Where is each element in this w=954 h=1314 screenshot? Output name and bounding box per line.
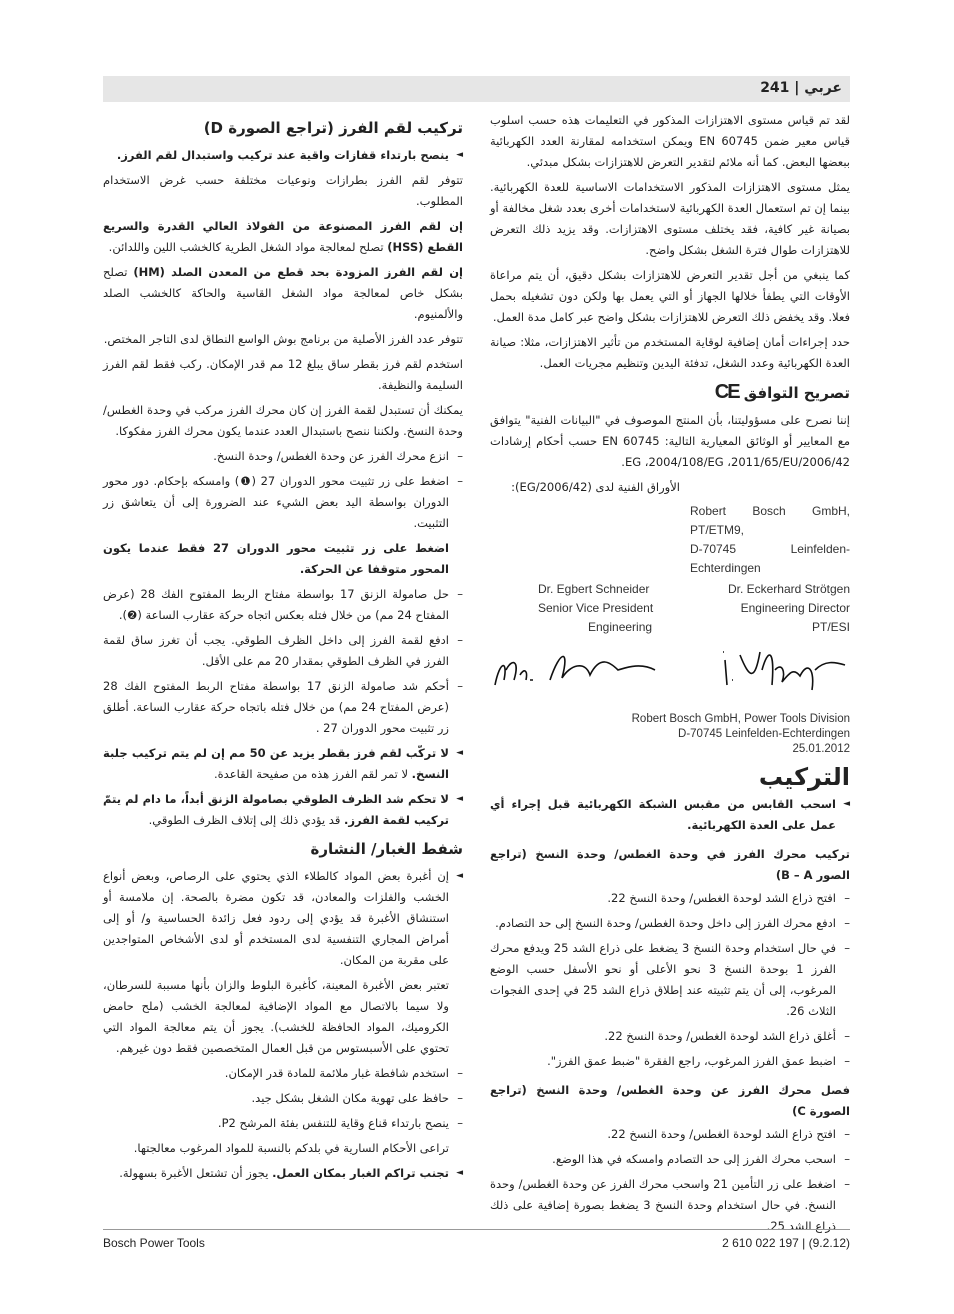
- install-step-2: – ادفع محرك الفرز إلى داخل وحدة الغطس/ وحدة النسخ إلى حد التصادم.: [490, 913, 850, 934]
- hm-text: تصلح بشكل خاص لمعالجة مواد الشغل القاسية والحاكة كالخشب الصلد والألمنيوم.: [103, 265, 463, 321]
- bit-step-2: – اضغط على زر تثبيت محور الدوران 27 (❶) وامسكه بإحكام. دور محور الدوران بواسطة اليد بعض الشيء عند الضرورة إلى أن يتعاشق زر التثبيت.: [103, 471, 463, 534]
- ce-mark-icon: CE: [714, 381, 739, 403]
- dust-warning-1: ◄ إن أغبرة بعض المواد كالطلاء الذي يحتوي على الرصاص، وبعض أنواع الخشب والفلزات والمعادن، قد تكون مضرة بالصحة. إن ملامسة أو استنشاق الأغبرة قد يؤدي إلى ردود فعل زائدة الحساسية و/ أو إلى أمراض المجاري التنفسية لدى المستخدم أو لدى الأشخاص المتواجدين على مقربة من المكان.: [103, 866, 463, 971]
- conformity-title: تصريح التوافق: [743, 384, 850, 402]
- signature-right-icon: [720, 640, 850, 700]
- conformity-text: إننا نصرح على مسؤوليتنا، بأن المنتج الموصوف في "البيانات الفنية" يتوافق مع المعايير أو الوثائق المعيارية التالية: EN 60745 حسب أحكام إرشادات 2006/42/EG ،2004/108/EG ،2011/65/EU.: [490, 413, 851, 469]
- assembly-warning: ◄ اسحب القابس من مقبس الشبكة الكهربائية قبل إجراء أي عمل على العدة الكهربائية.: [490, 794, 850, 836]
- company-block: [490, 712, 850, 757]
- dust-heading: شفط الغبار/ النشارة: [310, 840, 463, 858]
- sig-right-name: Dr. Eckerhard Strötgen: [727, 582, 850, 596]
- w2-text: قد يؤدي ذلك إلى إتلاف الظرف الطوقي.: [148, 813, 341, 827]
- bit-warning-2: [103, 743, 463, 785]
- bit-p2: تتوفر عدد الفرز الأصلية من برنامج بوش الواسع النطاق لدى التاجر المختص.: [103, 332, 463, 346]
- tech-docs-label: الأوراق الفنية لدى (2006/42/EG):: [511, 480, 680, 494]
- w1-bold: لا تركّب لقم فرز بقطر يزيد عن 50 مم إن لم يتم تركيب جلبة النسخ.: [103, 746, 449, 781]
- sig-left-title2: Engineering: [588, 620, 653, 634]
- footer-rule: [103, 1229, 850, 1230]
- company-line-1: Robert Bosch GmbH, Power Tools Division: [631, 713, 850, 725]
- signatory-names: [490, 580, 850, 640]
- vibration-p1: لقد تم قياس مستوى الاهتزازات المذكور في التعليمات هذه حسب اسلوب قياس معير ضمن EN 60745 ويمكن استخدامه لمقارنة العدد الكهربائية ببعضها البعض. كما أنه ملائم لتقدير التعرض للاهتزازات بشكل مبدئي.: [490, 113, 850, 169]
- assembly-heading: التركيب: [758, 763, 850, 791]
- dust-p3: تراعى الأحكام السارية في بلدكم بالنسبة للمواد المرغوب معالجتها.: [133, 1141, 449, 1155]
- install-heading: تركيب محرك الفرز في وحدة الغطس/ وحدة النسخ (تراجع الصور B – A): [490, 847, 850, 882]
- hss-text: تصلح لمعالجة مواد الشغل الطرية كالخشب اللين واللدائن.: [108, 240, 384, 254]
- bit-p1: تتوفر لقم الفرز بطرازات ونوعيات مختلفة حسب غرض الاستخدام المطلوب.: [103, 173, 463, 208]
- bit-p3: استخدم لقم فرز بقطر ساق يبلغ 12 مم قدر الإمكان. ركب فقط لقم الفرز السليمة والنظيفة.: [103, 357, 463, 392]
- dust-step-3: – ينصح بارتداء قناع وقاية للتنفس بفئة المرشح P2.: [103, 1113, 463, 1134]
- left-column: [103, 110, 463, 1188]
- tech-docs-address: [490, 502, 850, 578]
- detach-step-1: – افتح ذراع الشد لوحدة الغطس/ وحدة النسخ 22.: [490, 1124, 850, 1145]
- detach-step-3: – اضغط على زر التأمين 21 واسحب محرك الفرز عن وحدة الغطس/ وحدة النسخ. في حال استخدام وحدة النسخ 3 يضغط بصورة إضافية على ذلك ذراع الشد 25.: [490, 1174, 850, 1237]
- bit-hss: [103, 216, 463, 258]
- bit-step-2-note: اضغط على زر تثبيت محور الدوران 27 فقط عندما يكون المحور متوقفا عن الحركة.: [103, 541, 449, 576]
- vibration-p3: كما ينبغي من أجل تقدير التعرض للاهتزازات بشكل دقيق، أن يتم مراعاة الأوقات التي يطفأ خلالها الجهاز أو التي يعمل بها ولكن دون تشغيله بحمل فعلا. وقد يخفض ذلك التعرض للاهتزازات بشكل واضح عبر كامل مدة العمل.: [490, 268, 850, 324]
- address-line-1: Robert Bosch GmbH, PT/ETM9,: [690, 504, 850, 537]
- bit-step-1: – انزع محرك الفرز عن وحدة الغطس/ وحدة النسخ.: [103, 446, 463, 467]
- hss-bold: إن لقم الفرز المصنوعة من الفولاذ العالي القدرة والسريع القطع (HSS): [103, 219, 463, 254]
- bit-hm: [103, 262, 463, 325]
- dust-step-1: – استخدم شافطة غبار ملائمة للمادة قدر الإمكان.: [103, 1063, 463, 1084]
- dust-w2-bold: تجنب تراكم الغبار بمكان العمل.: [272, 1166, 449, 1180]
- company-line-2: D-70745 Leinfelden-Echterdingen: [678, 728, 850, 740]
- page-number-value: 241: [760, 80, 790, 96]
- signature-left-icon: [490, 640, 660, 700]
- date: 25.01.2012: [792, 743, 850, 755]
- footer-docnum: 2 610 022 197 | (9.2.12): [722, 1236, 850, 1250]
- dust-w2-text: يجوز أن تشتعل الأغبرة بسهولة.: [119, 1166, 269, 1180]
- install-step-4: – أغلق ذراع الشد لوحدة الغطس/ وحدة النسخ 22.: [490, 1026, 850, 1047]
- footer-brand: Bosch Power Tools: [103, 1236, 205, 1250]
- vibration-p2: يمثل مستوى الاهتزازات المذكور الاستخدامات الاساسية للعدة الكهربائية. بينما إن تم استعمال العدة الكهربائية لاستخدامات أخرى بعدد شغل مخالفة أو بصيانة غير كافية، فقد يختلف مستوى الاهتزازات. وقد يزيد ذلك التعرض للاهتزازات طوال فترة الشغل بشكل واضح.: [490, 180, 850, 257]
- detach-step-2: – اسحب محرك الفرز إلى حد التصادم وامسكه في هذا الوضع.: [490, 1149, 850, 1170]
- sig-right-title2: PT/ESI: [811, 620, 850, 634]
- sig-right-title1: Engineering Director: [740, 601, 850, 615]
- bit-warning-3: [103, 789, 463, 831]
- vibration-p4: حدد إجراءات أمان إضافية لوقاية المستخدم من تأثير الاهتزازات، مثلا: صيانة العدة الكهربائية وعدد الشغل، تدفئة اليدين وتنظيم مجريات العمل.: [490, 335, 850, 370]
- w2-bold: لا تحكم شد الظرف الطوقي بصامولة الزنق أبداً، ما دام لم يتمّ تركيب لقمة الفرز.: [103, 792, 449, 827]
- bit-heading: تركيب لقم الفرز (تراجع الصورة D): [203, 119, 463, 137]
- page-number: عربي | 241: [760, 80, 842, 96]
- dust-step-2: – حافظ على تهوية مكان الشغل بشكل جيد.: [103, 1088, 463, 1109]
- right-column: [490, 110, 850, 1241]
- detach-heading: فصل محرك الفرز عن وحدة الغطس/ وحدة النسخ (تراجع الصورة C): [490, 1083, 850, 1118]
- sig-left-name: Dr. Egbert Schneider: [538, 582, 650, 596]
- signatory-right: [728, 580, 850, 637]
- install-step-5: – اضبط عمق الفرز المرغوب، راجع الفقرة "ضبط عمق الفرز".: [490, 1051, 850, 1072]
- install-step-3: – في حال استخدام وحدة النسخ 3 يضغط على ذراع الشد 25 ويدفع محرك الفرز 1 بوحدة النسخ 3 نحو الأعلى أو نحو الأسفل حسب الوضع المرغوب، إلى أن يتم تثبيته عند إطلاق ذراع الشد 25 في إحدى الفجوات الثلاث 26.: [490, 938, 850, 1022]
- bit-warning: ◄ ينصح بارتداء قفازات واقية عند تركيب واستبدال لقم الفرز.: [103, 145, 463, 166]
- header-bar: [103, 76, 850, 102]
- signatures: [490, 640, 850, 712]
- signatory-left: [538, 580, 653, 637]
- w1-text: لا تمر لقم الفرز هذه من صفيحة القاعدة.: [214, 767, 409, 781]
- bit-p4: يمكنك أن تستبدل لقمة الفرز إن كان محرك الفرز مركب في وحدة الغطس/ وحدة النسخ. ولكننا ننصح باستبدال العدد عندما يكون محرك الفرز مفكوكا.: [103, 403, 463, 438]
- dust-p2: تعتبر بعض الأغبرة المعينة، كأغبرة البلوط والزان بأنها مسببة للسرطان، ولا سيما بالاتصال مع المواد الإضافية لمعالجة الخشب (ملح حامض الكروميك، المواد الحافظة للخشب). يجوز أن يتم معالجة المواد التي تحتوي على الأسبستوس من قبل العمال المتخصصين فقط دون غيرهم.: [103, 978, 449, 1055]
- address-line-2: D-70745 Leinfelden-Echterdingen: [690, 542, 850, 575]
- hm-bold: إن لقم الفرز المزودة بحد قطع من المعدن الصلد (HM): [133, 265, 463, 279]
- conformity-heading: [490, 382, 850, 404]
- sig-left-title1: Senior Vice President: [538, 601, 654, 615]
- language-label: عربي: [804, 80, 842, 96]
- bit-step-5: – أحكم شد صامولة الزنق 17 بواسطة مفتاح الربط المفتوح الفك 28 (عرض المفتاح 24 مم) من خلال فتله باتجاه حركة عقارب الساعة. أطلق زر تثبيت محور الدوران 27 .: [103, 676, 463, 739]
- install-step-1: – افتح ذراع الشد لوحدة الغطس/ وحدة النسخ 22.: [490, 888, 850, 909]
- bit-step-4: – ادفع لقمة الفرز إلى داخل الظرف الطوقي. يجب أن تغرز ساق لقمة الفرز في الظرف الطوقي بمقدار 20 مم على الأقل.: [103, 630, 463, 672]
- dust-warning-2: [103, 1163, 463, 1184]
- bit-step-3: – حل صامولة الزنق 17 بواسطة مفتاح الربط المفتوح الفك 28 (عرض المفتاح 24 مم) من خلال فتله بعكس اتجاه حركة عقارب الساعة (❷).: [103, 584, 463, 626]
